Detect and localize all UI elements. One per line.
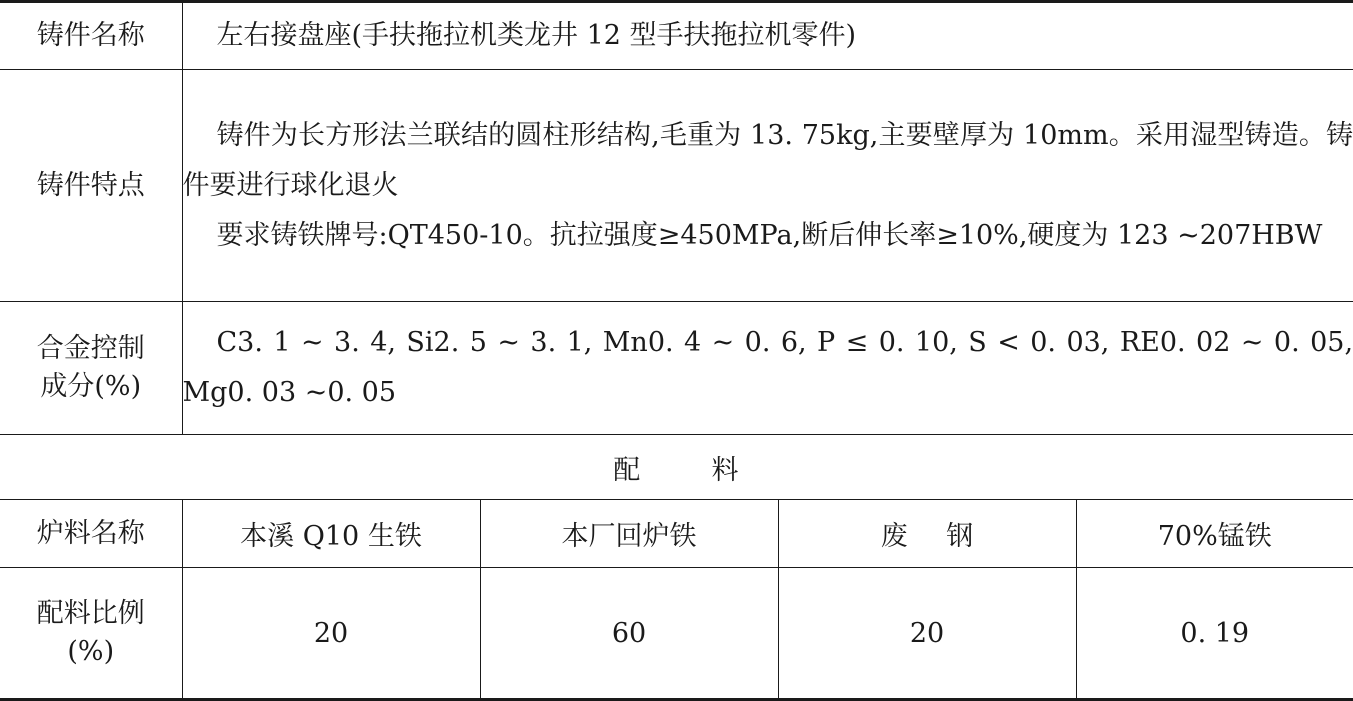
alloy-control-value: C3. 1 ~ 3. 4, Si2. 5 ~ 3. 1, Mn0. 4 ~ 0. 6, P ≤ 0. 10, S < 0. 03, RE0. 02 ~ 0. 05, Mg0. 03 ~0. 05 — [182, 302, 1353, 435]
charge-name-cell: 本厂回炉铁 — [480, 500, 778, 568]
charge-ratio-cell: 0. 19 — [1076, 568, 1353, 700]
row-casting-name — [0, 2, 1353, 70]
row-charge-ratio — [0, 568, 1353, 700]
charge-ratio-cell: 60 — [480, 568, 778, 700]
charge-ratio-label-line2: (%) — [0, 633, 182, 671]
casting-features-para2: 要求铸铁牌号:QT450-10。抗拉强度≥450MPa,断后伸长率≥10%,硬度为 123 ~207HBW — [183, 211, 1353, 261]
casting-features-value — [182, 70, 1353, 302]
charge-ratio-cell: 20 — [182, 568, 480, 700]
casting-name-value: 左右接盘座(手扶拖拉机类龙井 12 型手扶拖拉机零件) — [182, 2, 1353, 70]
charge-ratio-label — [0, 568, 182, 700]
alloy-control-label-line1: 合金控制 — [0, 330, 182, 368]
casting-features-label: 铸件特点 — [0, 70, 182, 302]
batching-title: 配 料 — [0, 435, 1353, 500]
alloy-control-label-line2: 成分(%) — [0, 368, 182, 406]
casting-name-label: 铸件名称 — [0, 2, 182, 70]
alloy-control-label — [0, 302, 182, 435]
row-casting-features — [0, 70, 1353, 302]
charge-name-cell: 本溪 Q10 生铁 — [182, 500, 480, 568]
casting-features-para1: 铸件为长方形法兰联结的圆柱形结构,毛重为 13. 75kg,主要壁厚为 10mm。采用湿型铸造。铸件要进行球化退火 — [183, 111, 1353, 211]
row-charge-names — [0, 500, 1353, 568]
charge-name-cell: 废 钢 — [778, 500, 1076, 568]
charge-ratio-label-line1: 配料比例 — [0, 595, 182, 633]
charge-ratio-cell: 20 — [778, 568, 1076, 700]
row-alloy-control — [0, 302, 1353, 435]
charge-names-label: 炉料名称 — [0, 500, 182, 568]
row-batching-title — [0, 435, 1353, 500]
charge-name-cell: 70%锰铁 — [1076, 500, 1353, 568]
